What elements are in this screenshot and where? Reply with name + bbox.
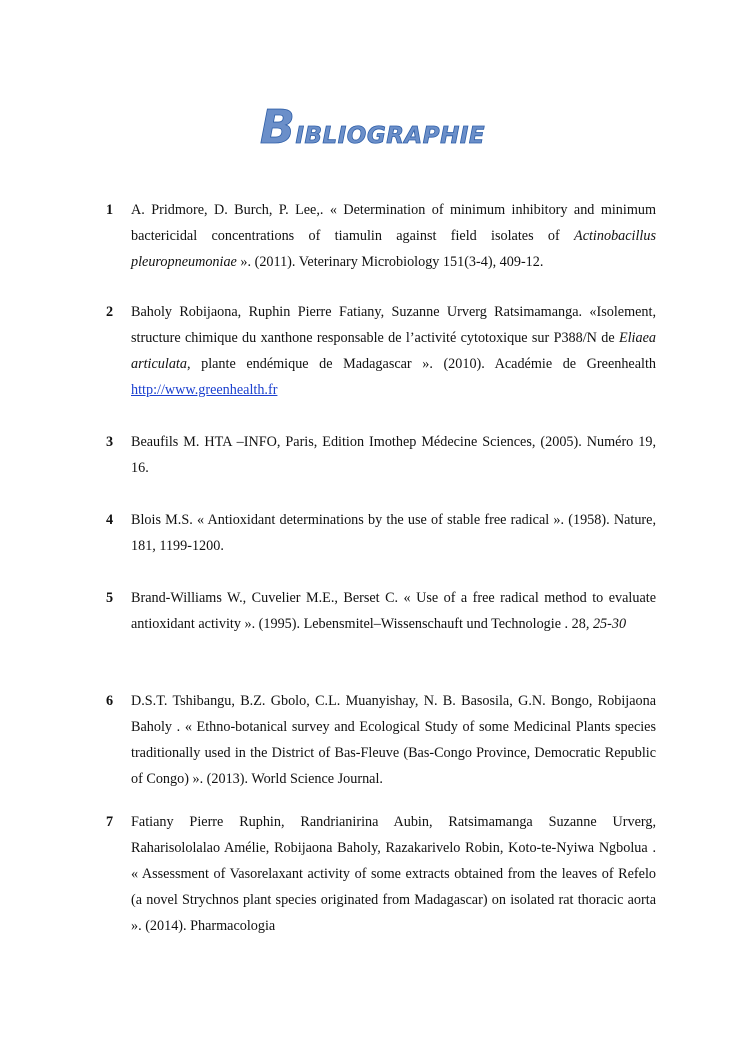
- reference-text-part: Brand-Williams W., Cuvelier M.E., Berset C. « Use of a free radical method to evaluate antioxidant activity ». (1995). Lebensmitel–Wissenschauft und Technologie . 28: [131, 590, 656, 632]
- reference-number: 2: [106, 304, 114, 320]
- reference-text: [131, 688, 656, 792]
- title-initial: B: [259, 100, 296, 154]
- reference-entry: [106, 585, 656, 637]
- reference-text-part: 1199-1200.: [155, 538, 224, 554]
- reference-entry: [106, 507, 656, 559]
- reference-text: [131, 809, 656, 939]
- reference-text: [131, 585, 656, 637]
- reference-number: 7: [106, 814, 114, 830]
- reference-number: 5: [106, 590, 114, 606]
- reference-text-part: D.S.T. Tshibangu, B.Z. Gbolo, C.L. Muanyishay, N. B. Basosila, G.N. Bongo, Robijaona Baholy . « Ethno-botanical survey and Ecological Study of some Medicinal Plants species traditionally used in the District of Bas-Fleuve (Bas-Congo Province, Democratic Republic of Congo) ». (2013). World Science Journal.: [131, 693, 656, 787]
- reference-text-part: ». (2011). Veterinary Microbiology 151(3-4), 409-12.: [236, 254, 544, 270]
- reference-number: 4: [106, 512, 114, 528]
- reference-italic-text: Actinobacillus pleuropneumoniae: [131, 228, 656, 270]
- reference-entry: [106, 299, 656, 403]
- reference-text-part: , plante endémique de Madagascar ». (2010). Académie de Greenhealth: [186, 356, 656, 372]
- reference-entry: [106, 197, 656, 275]
- reference-text-part: Fatiany Pierre Ruphin, Randrianirina Aubin, Ratsimamanga Suzanne Urverg, Raharisololalao Amélie, Robijaona Baholy, Razakarivelo Robin, Koto-te-Nyiwa Ngbolua . « Assessment of Vasorelaxant activity of some extracts obtained from the leaves of Refelo (a novel Strychnos plant species originated from Madagascar) on isolated rat thoracic aorta ». (2014). Pharmacologia: [131, 814, 656, 934]
- reference-entry: [106, 688, 656, 792]
- reference-text: [131, 299, 656, 403]
- reference-italic-text: Eliaea articulata: [131, 330, 656, 372]
- reference-text: [131, 429, 656, 481]
- page-title: [0, 100, 745, 154]
- reference-text: [131, 507, 656, 559]
- reference-italic-text: ,: [152, 538, 156, 554]
- reference-text-part: Beaufils M. HTA –INFO, Paris, Edition Imothep Médecine Sciences, (2005). Numéro 19, 16.: [131, 434, 656, 476]
- reference-number: 1: [106, 202, 114, 218]
- reference-entry: [106, 429, 656, 481]
- reference-number: 3: [106, 434, 114, 450]
- title-rest: IBLIOGRAPHIE: [295, 123, 486, 149]
- reference-entry: [106, 809, 656, 939]
- reference-text-part: A. Pridmore, D. Burch, P. Lee,. « Determination of minimum inhibitory and minimum bactericidal concentrations of tiamulin against field isolates of: [131, 202, 656, 244]
- reference-text: [131, 197, 656, 275]
- reference-text-part: Blois M.S. « Antioxidant determinations by the use of stable free radical ». (1958). Nature, 181: [131, 512, 656, 554]
- reference-number: 6: [106, 693, 114, 709]
- reference-italic-text: , 25-30: [585, 616, 627, 632]
- reference-link[interactable]: http://www.greenhealth.fr: [131, 382, 278, 398]
- reference-text-part: Baholy Robijaona, Ruphin Pierre Fatiany, Suzanne Urverg Ratsimamanga. «Isolement, structure chimique du xanthone responsable de l’activité cytotoxique sur P388/N de: [131, 304, 656, 346]
